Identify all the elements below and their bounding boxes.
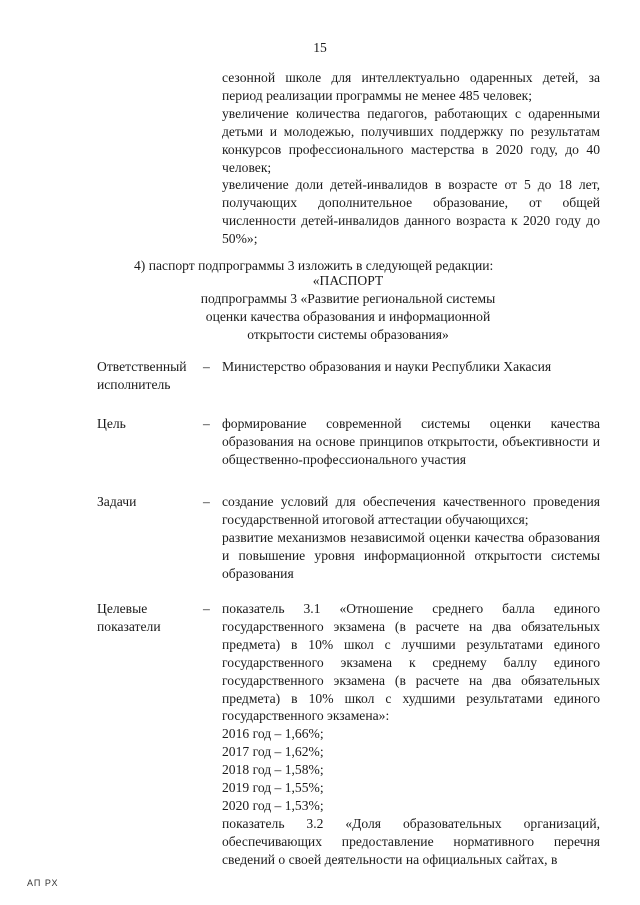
task-item: развитие механизмов независимой оценки качества образования и повышение уровня информационной открытости системы образования	[222, 529, 600, 581]
passport-title	[140, 272, 556, 344]
continuation-paragraph: сезонной школе для интеллектуально одаренных детей, за период реализации программы не менее 485 человек;	[222, 70, 600, 103]
executor-value: Министерство образования и науки Республики Хакасия	[222, 359, 552, 374]
task-item: создание условий для обеспечения качественного проведения государственной итоговой аттестации обучающихся;	[222, 494, 600, 527]
indicator-value: 2020 год – 1,53%;	[222, 797, 324, 813]
footer-mark: АП РХ	[27, 878, 59, 888]
indicator-3-2: показатель 3.2 «Доля образовательных организаций, обеспечивающих предоставление нормативного перечня сведений о своей деятельности на официальных сайтах, в	[222, 815, 600, 867]
indicator-3-1: показатель 3.1 «Отношение среднего балла единого государственного экзамена (в расчете на два обязательных предмета) в 10% школ с лучшими результатами единого государственного экзамена к среднему баллу единого государственного экзамена (в расчете на два обязательных предмета) в 10% школ с худшими результатами единого государственного экзамена»:	[222, 601, 600, 724]
executor-text	[222, 358, 600, 376]
indicator-value: 2017 год – 1,62%;	[222, 744, 324, 760]
passport-subtitle-line: подпрограммы 3 «Развитие региональной системы	[200, 290, 496, 306]
goal-dash: –	[203, 416, 210, 431]
continuation-paragraph: увеличение доли детей-инвалидов в возрасте от 5 до 18 лет, получающих дополнительное образование, от общей численности детей-инвалидов данного возраста к 2020 году до 50%»;	[222, 177, 600, 247]
goal-value: формирование современной системы оценки качества образования на основе принципов открытости, объективности и общественно-профессионального участия	[222, 416, 600, 467]
goal-text	[222, 415, 600, 469]
passport-subtitle-line: открытости системы образования»	[247, 326, 449, 342]
page-number: 15	[313, 40, 327, 55]
indicator-value: 2016 год – 1,66%;	[222, 726, 324, 742]
indicators-text	[222, 600, 600, 869]
executor-label: Ответственный исполнитель	[97, 359, 187, 392]
executor-dash: –	[203, 359, 210, 374]
tasks-label: Задачи	[97, 494, 137, 509]
indicator-value: 2018 год – 1,58%;	[222, 762, 324, 778]
goal-label: Цель	[97, 416, 126, 431]
indicators-label: Целевые показатели	[97, 601, 161, 634]
indicator-value: 2019 год – 1,55%;	[222, 780, 324, 796]
tasks-text	[222, 493, 600, 583]
amendment-instruction: 4) паспорт подпрограммы 3 изложить в следующей редакции:	[134, 258, 494, 273]
indicators-dash: –	[203, 601, 210, 616]
passport-subtitle-line: оценки качества образования и информационной	[205, 308, 491, 324]
tasks-dash: –	[203, 494, 210, 509]
passport-heading: «ПАСПОРТ	[312, 273, 384, 288]
continuation-paragraph: увеличение количества педагогов, работающих с одаренными детьми и молодежью, получивших поддержку по результатам конкурсов профессионального мастерства в 2020 году, до 40 человек;	[222, 105, 600, 175]
continuation-text	[222, 69, 600, 248]
